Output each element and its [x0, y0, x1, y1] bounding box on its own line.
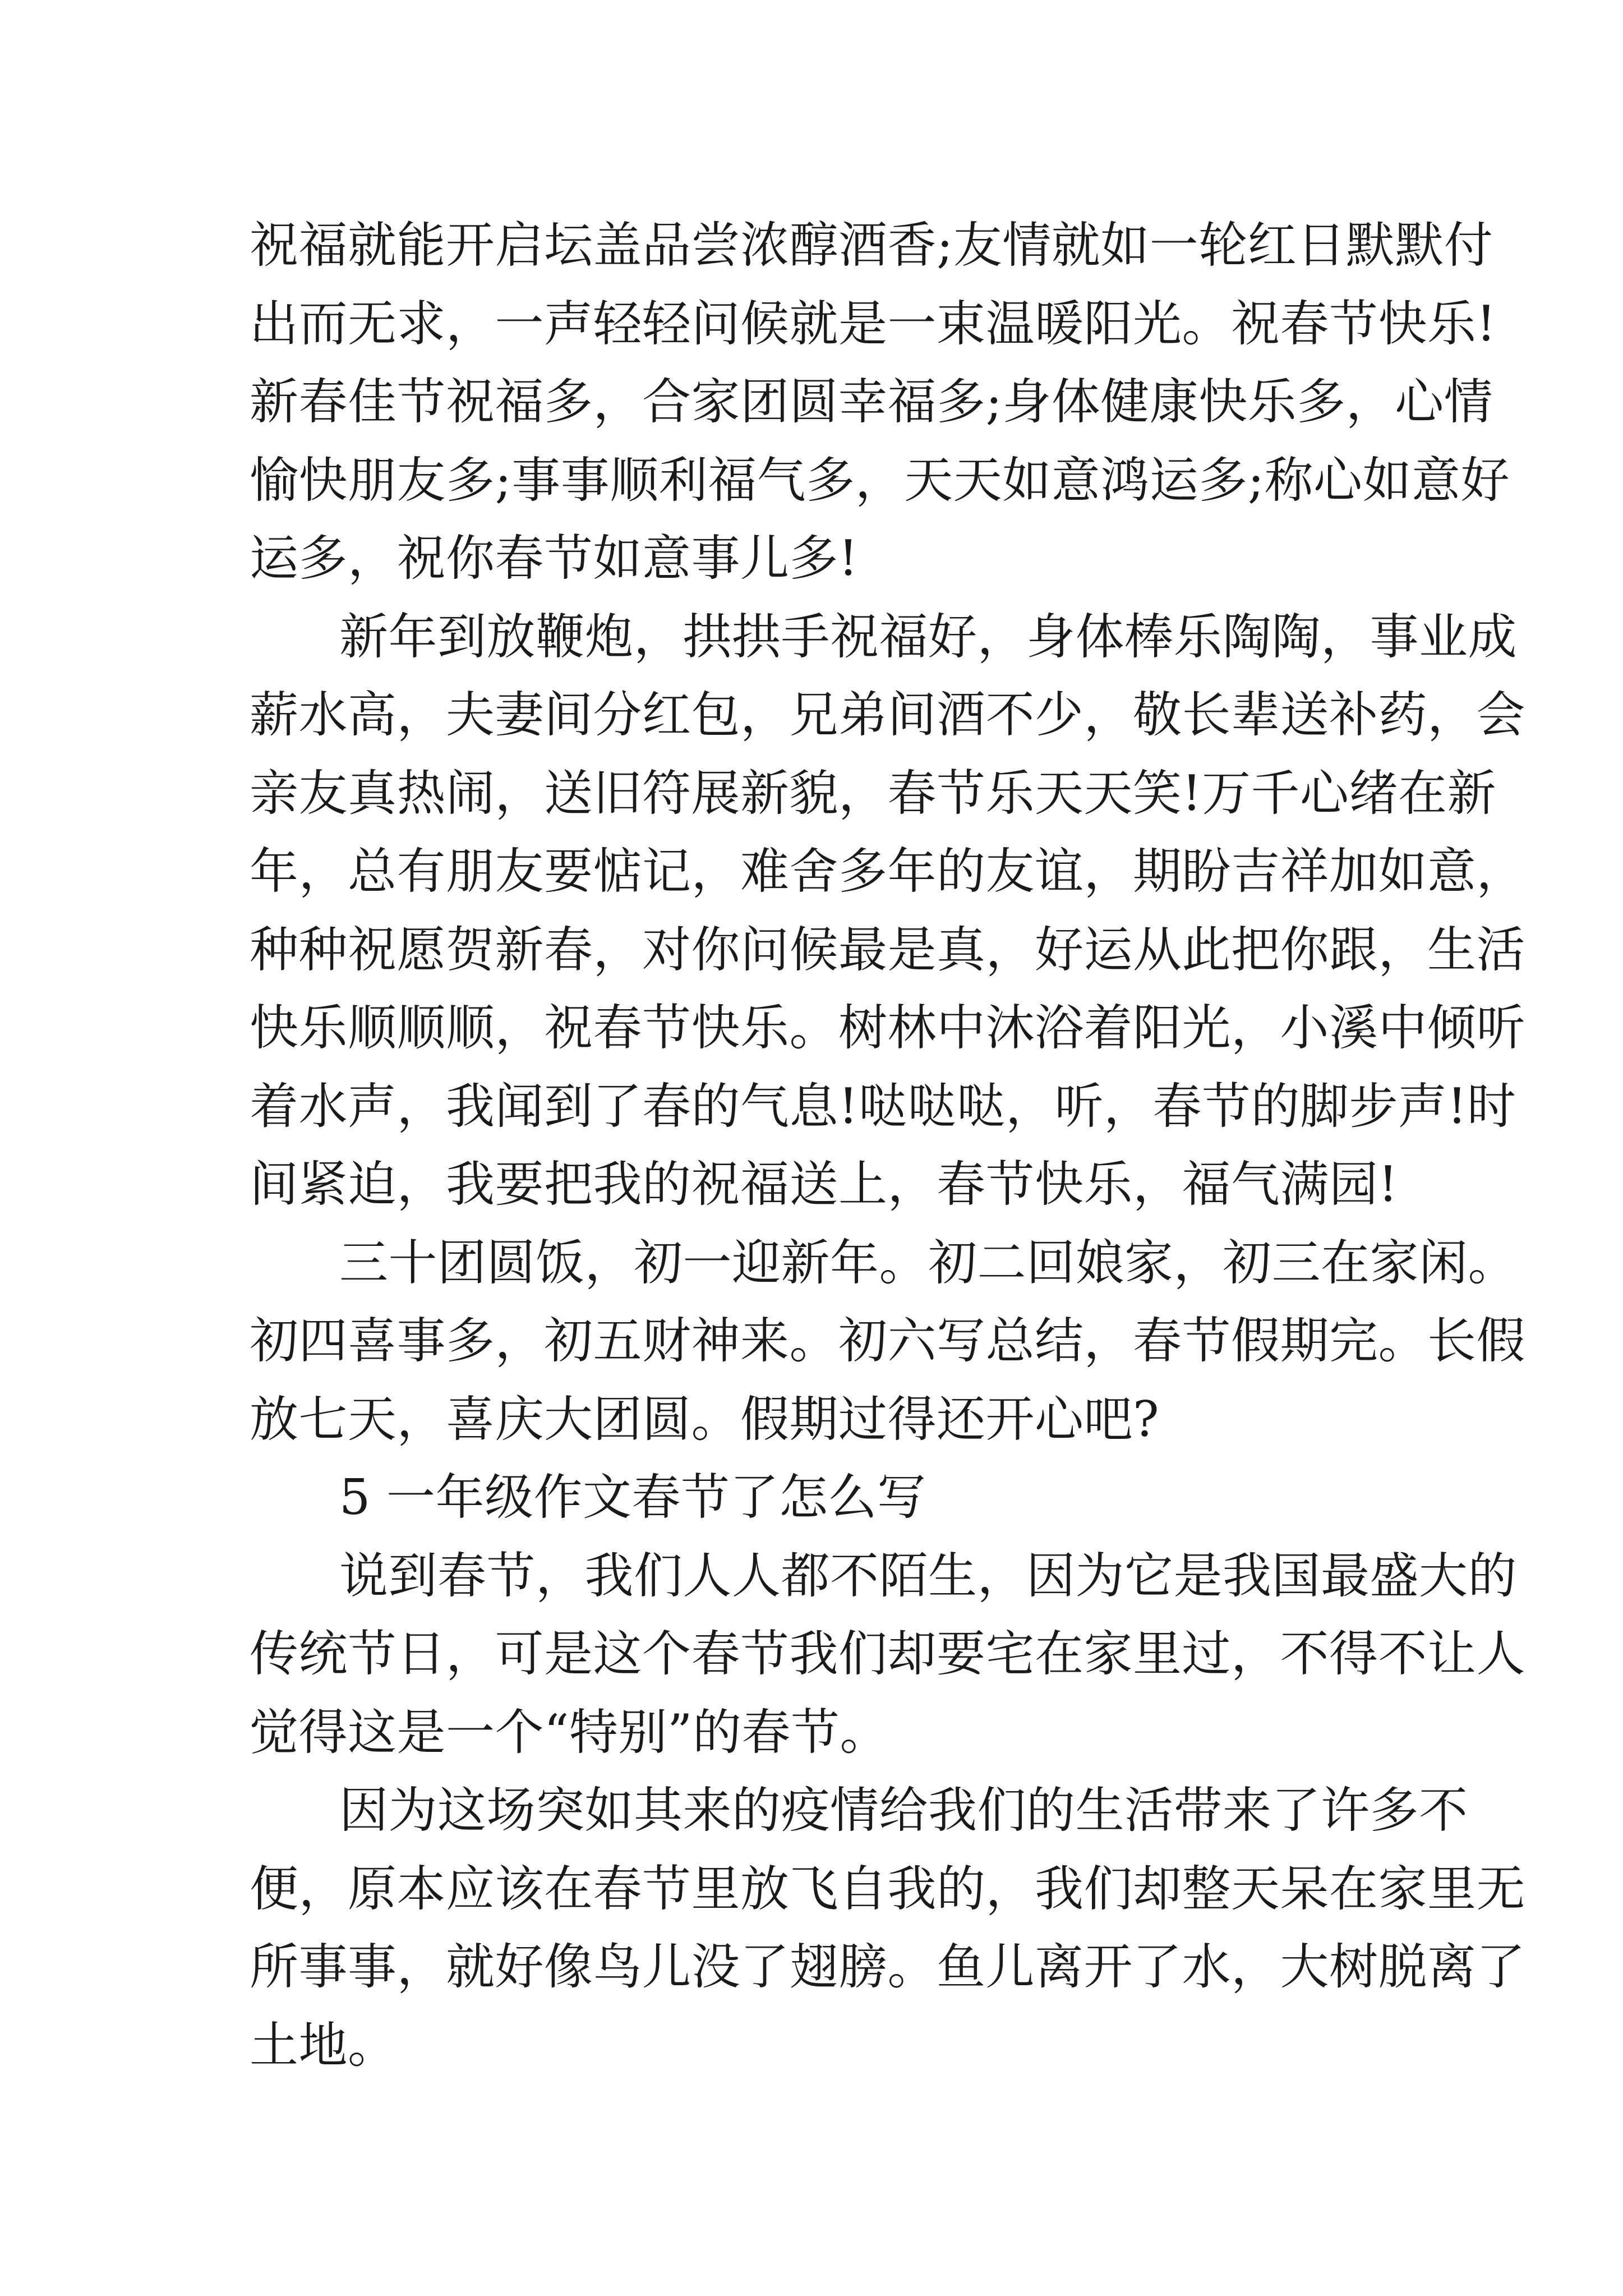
text-line: 出而无求，一声轻轻问候就是一束温暖阳光。祝春节快乐! [250, 295, 1496, 352]
text-line: 便，原本应该在春节里放飞自我的，我们却整天呆在家里无 [250, 1860, 1525, 1917]
text-line: 觉得这是一个“特别”的春节。 [250, 1703, 889, 1761]
text-line: 运多，祝你春节如意事儿多! [250, 530, 859, 587]
text-line: 新年到放鞭炮，拱拱手祝福好，身体棒乐陶陶，事业成 [339, 608, 1517, 665]
text-line: 5 一年级作文春节了怎么写 [339, 1469, 926, 1526]
text-line: 年，总有朋友要惦记，难舍多年的友谊，期盼吉祥加如意， [250, 843, 1525, 900]
text-line: 三十团圆饭，初一迎新年。初二回娘家，初三在家闲。 [339, 1234, 1517, 1291]
text-line: 祝福就能开启坛盖品尝浓醇酒香;友情就如一轮红日默默付 [250, 217, 1493, 274]
text-line: 愉快朋友多;事事顺利福气多，天天如意鸿运多;称心如意好 [250, 451, 1510, 509]
text-line: 间紧迫，我要把我的祝福送上，春节快乐，福气满园! [250, 1156, 1398, 1213]
text-line: 传统节日，可是这个春节我们却要宅在家里过，不得不让人 [250, 1625, 1525, 1682]
document-body [250, 206, 1525, 2085]
text-line: 薪水高，夫妻间分红包，兄弟间酒不少，敬长辈送补药，会 [250, 686, 1525, 743]
text-line: 因为这场突如其来的疫情给我们的生活带来了许多不 [339, 1782, 1468, 1839]
text-line: 说到春节，我们人人都不陌生，因为它是我国最盛大的 [339, 1547, 1517, 1604]
text-line: 新春佳节祝福多，合家团圆幸福多;身体健康快乐多，心情 [250, 373, 1493, 430]
text-line: 快乐顺顺顺，祝春节快乐。树林中沐浴着阳光，小溪中倾听 [250, 999, 1525, 1056]
text-line: 着水声，我闻到了春的气息!哒哒哒，听，春节的脚步声!时 [250, 1077, 1516, 1135]
text-line: 土地。 [250, 2016, 397, 2074]
text-line: 所事事，就好像鸟儿没了翅膀。鱼儿离开了水，大树脱离了 [250, 1938, 1525, 1995]
text-line: 放七天，喜庆大团圆。假期过得还开心吧? [250, 1390, 1160, 1448]
text-line: 种种祝愿贺新春，对你问候最是真，好运从此把你跟，生活 [250, 921, 1525, 978]
text-line: 亲友真热闹，送旧符展新貌，春节乐天天笑!万千心绪在新 [250, 764, 1496, 822]
text-line: 初四喜事多，初五财神来。初六写总结，春节假期完。长假 [250, 1312, 1525, 1369]
